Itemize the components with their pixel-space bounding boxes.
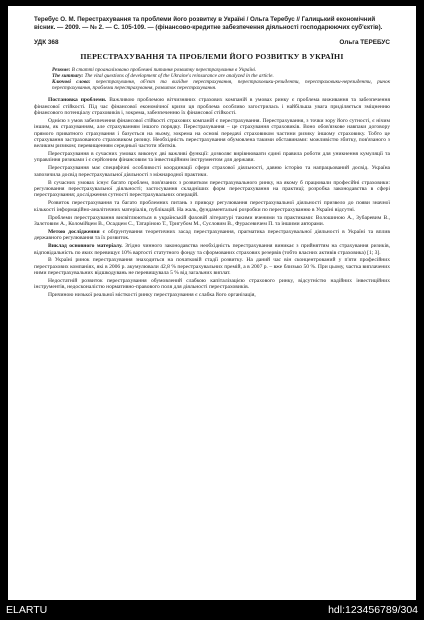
paragraph-text: Перестрахування в сучасних умовах виконує дві важливі функції: дозволяє вирівнюваати єдині правила роботи для уникнення кумуляції та управління ризиками і є серйозним фінансовим та інвестиційним інструментом для держави.	[34, 151, 390, 164]
paragraph-text: Важливою проблемою вітчизняних страхових компаній в умовах ринку є проблема виживання та забезпечення фінансової стійкості. Під час фінансової економічної кризи ця проблема особливо загострилась і найбільша увага приділяється зміцненню фінансового потенціалу страховиків і, зокрема, забезпеченню їх фінансової стійкості.	[34, 97, 391, 116]
paragraph-lead: Постановка проблеми.	[48, 97, 107, 104]
keywords-text: перестрахування, об'єкт та вигідне перестрахування, перестраховики-резиденти, перестраховики-нерезиденти, ринок перестрахування, проблеми перестрахування, розвиток перестрахування.	[52, 79, 391, 92]
footer-right: hdl:123456789/304	[328, 604, 418, 616]
summary-text: The vital questions of development of the Ukraine's reinsurance are analyzed in the article.	[84, 73, 274, 80]
paragraph-lead: Метою дослідження	[48, 228, 100, 235]
paragraph-lead: Виклад основного матеріалу.	[48, 243, 123, 250]
paragraph	[34, 257, 390, 276]
udk-author-row	[34, 39, 390, 46]
summary-label: The summary:	[52, 73, 84, 80]
footer-left: ELARTU	[6, 604, 48, 616]
paragraph	[34, 200, 390, 213]
resume-label: Резюме:	[52, 67, 71, 74]
paragraph-text: В Україні ринок перестрахування знаходиться на початковій стадії розвитку. На даний час він сконцентрований у п'яти професійних перестрахових компаніях, які в 2006 р. акумулювали 42,8 % перестрахувальних премій, а в 2007 р. – вже близько 50 %. При цьому, частка виплачених ними перестрахувальних відшкодувань не перевищувала 5 % від загальних виплат.	[34, 257, 390, 277]
author-name: Ольга ТЕРЕБУС	[339, 39, 390, 47]
resume-text: В статті проаналізовано проблемні питання розвитку перестрахування в Україні.	[71, 67, 257, 74]
paragraph	[34, 165, 390, 178]
paragraph-text: В сучасних умовах існує багато проблем, пов'язаних з розвитком перестрахувального ринку, на якому б працювали професійні страховики: регулювання перестрахувальної діяльності; застосування складніших форм перестрахування на практиці; розробка законодавства в сфері перестрахування; дослідження сутності перестрахувальних операцій.	[34, 179, 390, 199]
paragraph-text: Перестрахування має специфічні особливості координації сфери страхової діяльності, давню історію та напрацьований досвід. Україна запозичила досвід перестрахувальної діяльності з міжнародної практики.	[34, 165, 390, 178]
abstract	[52, 67, 390, 91]
paragraph	[34, 292, 390, 298]
article-title: ПЕРЕСТРАХУВАННЯ ТА ПРОБЛЕМИ ЙОГО РОЗВИТКУ В УКРАЇНІ	[80, 52, 344, 62]
paragraph-text: Розвиток перестрахування та багато проблемних питань з приводу регулювання перестрахувальної діяльності призвело до появи значної кількості інформаційно-аналітичних матеріалів, публікацій. На жаль, фундаментальні розробки по перестрахуванню в Україні відсутні.	[34, 200, 390, 213]
paragraph-text: Недостатній розвиток перестрахування обумовлений слабкою капіталізацією страхового ринку, відсутністю надійних інвестиційних інструментів, недосконалістю нормативно-правового поля для діяльності перестраховиків.	[34, 278, 390, 291]
paragraph	[34, 215, 390, 228]
paragraph-text: Причиною низької реальної місткості ринку перестрахування є слабка його організація,	[48, 292, 256, 299]
citation-header: Теребус О. М. Перестрахування та проблеми його розвитку в Україні / Ольга Теребус // Галицький економічний вісник. — 2009. — № 2. — С. 105-109. — (фінансово-кредитне забезпечення діяльності господарюючих суб'єктів).	[34, 16, 383, 31]
paragraph-text: Проблеми перестрахування висвітлюються в українській фаховій літературі такими вченими та практиками: Волошиною А., Зубаревим В., Залєтовим А., Коломійцем В., Осадцем С., Татаріною Т., Тригубом М., Сусловим В., Фурасевичем П. та іншими авторами.	[34, 214, 390, 227]
paragraph-text: Однією з умов забезпечення фінансової стійкості страхових компаній є перестрахування. Перестрахування, з точки зору його сутності, є нічим іншим, як страхуванням, але страхуванням іншого порядку. Перестрахування – це страхування страховиків. Воно обов'язкове навпаки договору прямого приватного страхування і базується на ньому, зокрема на основі передачі страховиком частини ризику іншому страховику. Тобто це страхування застрахованого страховиком ризику. Необхідність перестрахування обумовлена такими обставинами: можливістю збитку, пов'язаного з великим ризиком; перевищенням середньої частоти збитків.	[34, 117, 390, 150]
paragraph	[34, 97, 390, 116]
article-body	[34, 97, 390, 299]
paragraph	[34, 243, 390, 256]
keywords-line	[52, 79, 390, 91]
document-page	[8, 6, 416, 600]
paragraph	[34, 180, 390, 199]
paragraph	[34, 229, 390, 242]
keywords-label: Ключові слова:	[52, 79, 91, 86]
paragraph	[34, 278, 390, 291]
paragraph-text: Згідно чинного законодавства необхідність перестрахування виникає з прийняттям на страхування ризиків, відповідальність по яких перевищує 10% вартості статутного фонду та сформованих страхових резервів (тобто власних активів страховика) [1; 3].	[34, 243, 390, 256]
paragraph	[34, 151, 390, 164]
udk-code: УДК 368	[34, 39, 59, 47]
paragraph-text: є обґрунтування теоретичних засад перестрахування, прагматика перестрахувальної діяльності в Україні та вплив державного регулювання та їх розвиток.	[34, 228, 391, 242]
paragraph	[34, 118, 390, 150]
footer-bar	[0, 600, 424, 620]
